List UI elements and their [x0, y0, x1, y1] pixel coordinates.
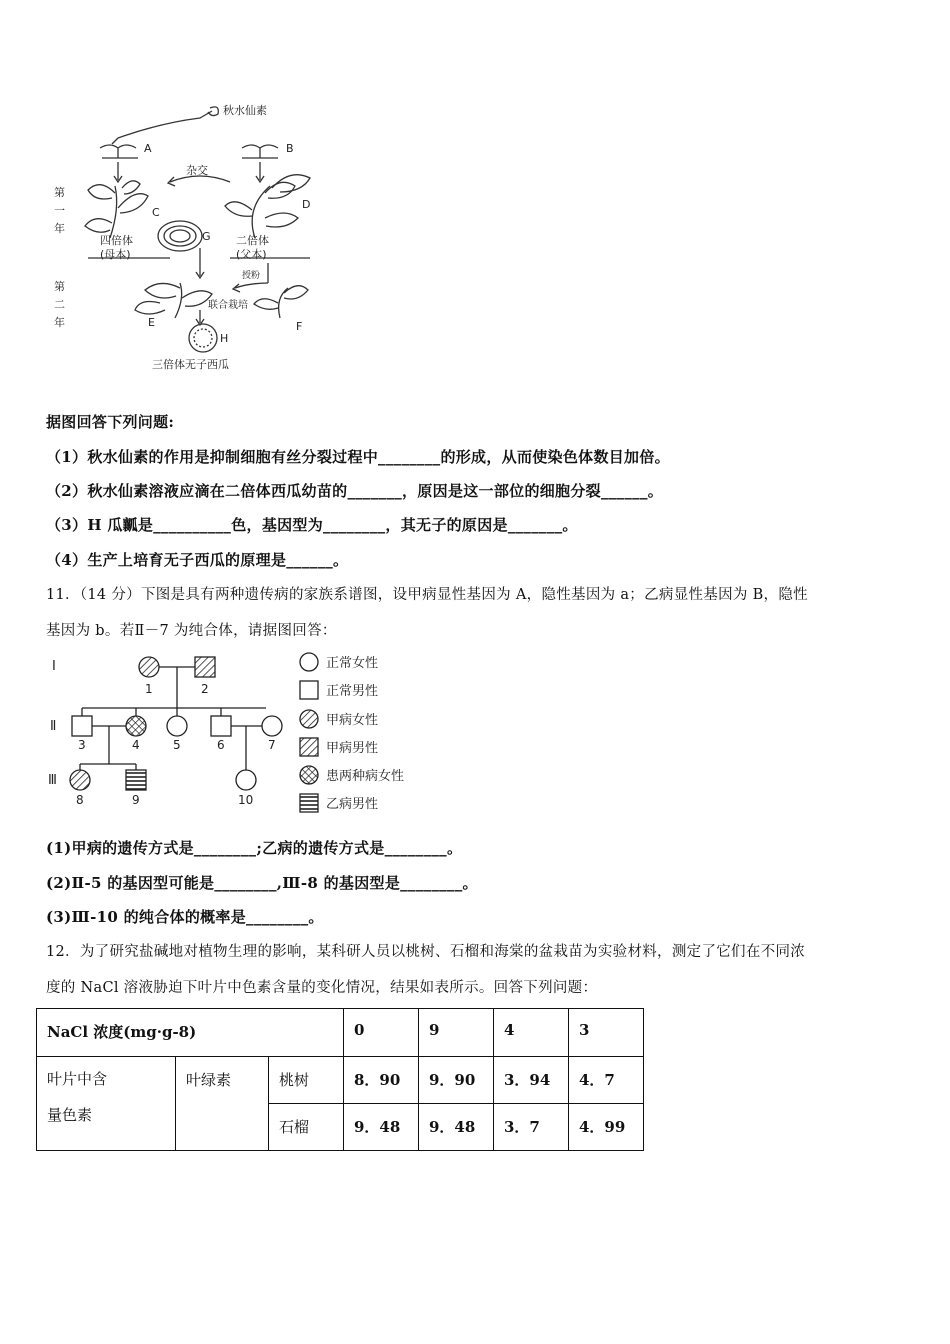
table-pigment-label: 叶绿素	[176, 1057, 269, 1151]
table-header-value-1: 0	[344, 1009, 419, 1057]
pedigree-id-1: 1	[145, 682, 153, 696]
legend-disease-a-male: 甲病男性	[326, 741, 379, 756]
q12-stem-line-2: 度的 NaCl 溶液胁迫下叶片中色素含量的变化情况，结果如表所示。回答下列问题：	[46, 980, 598, 996]
pedigree-III-10-normal-female	[236, 770, 256, 790]
table-row-1-value-1: 8．90	[344, 1057, 419, 1104]
table-row-2-value-4: 4．99	[569, 1104, 644, 1151]
gen-label-II: Ⅱ	[50, 719, 57, 734]
gen-label-III: Ⅲ	[48, 773, 57, 788]
pedigree-chart	[40, 648, 440, 818]
year2-char-3: 年	[54, 316, 65, 329]
legend-disease-a-male-symbol	[300, 738, 318, 756]
legend-disease-b-male: 乙病男性	[326, 797, 379, 812]
mother-label: (母本)	[100, 248, 131, 261]
table-row-2-plant: 石榴	[269, 1104, 344, 1151]
label-D: D	[302, 198, 311, 211]
table-row-1-plant: 桃树	[269, 1057, 344, 1104]
legend-normal-male-symbol	[300, 681, 318, 699]
legend-normal-male: 正常男性	[326, 684, 379, 699]
pedigree-id-2: 2	[201, 682, 209, 696]
table-header-label: NaCl 浓度(mg·g-8)	[37, 1009, 344, 1057]
gen-label-I: Ⅰ	[52, 659, 56, 674]
year2-char-1: 第	[54, 280, 65, 293]
father-label: (父本)	[236, 248, 267, 261]
table-row-2-value-1: 9．48	[344, 1104, 419, 1151]
pedigree-II-4-both-diseases-female	[126, 716, 146, 736]
pedigree-III-8-affected-female	[70, 770, 90, 790]
pedigree-II-5-normal-female	[167, 716, 187, 736]
pedigree-III-9-disease-b-male	[126, 770, 146, 790]
legend-normal-female: 正常女性	[326, 656, 379, 671]
table-row-1-value-3: 3．94	[494, 1057, 569, 1104]
table-row-2-value-3: 3．7	[494, 1104, 569, 1151]
label-E: E	[148, 316, 155, 329]
watermelon-breeding-diagram	[40, 98, 370, 378]
pedigree-id-7: 7	[268, 738, 276, 752]
legend-normal-female-symbol	[300, 653, 318, 671]
colchicine-label: 秋水仙素	[223, 104, 267, 117]
q11-question-1: (1)甲病的遗传方式是________;乙病的遗传方式是________。	[46, 839, 463, 857]
pedigree-id-4: 4	[132, 738, 140, 752]
pollination-label: 授粉	[242, 271, 261, 281]
q10-item-4: （4）生产上培育无子西瓜的原理是______。	[46, 551, 349, 569]
legend-disease-a-female: 甲病女性	[326, 713, 379, 728]
label-G: G	[202, 230, 211, 243]
q10-item-3: （3）H 瓜瓤是__________色，基因型为________，其无子的原因是_______。	[46, 516, 578, 534]
table-group-label	[37, 1057, 176, 1151]
pedigree-id-6: 6	[217, 738, 225, 752]
table-row-1-value-2: 9．90	[419, 1057, 494, 1104]
pedigree-id-9: 9	[132, 793, 140, 807]
legend-both-diseases-female: 患两种病女性	[326, 769, 405, 784]
tetraploid-label: 四倍体	[100, 234, 133, 247]
pedigree-I-2-affected-male	[195, 657, 215, 677]
table-header-value-2: 9	[419, 1009, 494, 1057]
q11-question-2: (2)Ⅱ-5 的基因型可能是________,Ⅲ-8 的基因型是________。	[46, 874, 478, 892]
cross-label: 杂交	[186, 164, 208, 177]
q10-intro: 据图回答下列问题:	[46, 413, 175, 431]
pedigree-II-3-normal-male	[72, 716, 92, 736]
pedigree-II-6-normal-male	[211, 716, 231, 736]
label-F: F	[296, 320, 303, 333]
q12-stem-line-1: 12．为了研究盐碱地对植物生理的影响，某科研人员以桃树、石榴和海棠的盆栽苗为实验材料，测定了它们在不同浓	[46, 944, 806, 960]
year1-char-1: 第	[54, 186, 65, 199]
q11-stem-line-1: 11．（14 分）下图是具有两种遗传病的家族系谱图，设甲病显性基因为 A，隐性基因为 a；乙病显性基因为 B，隐性	[46, 587, 808, 603]
year2-char-2: 二	[54, 298, 65, 311]
table-row-1-value-4: 4．7	[569, 1057, 644, 1104]
pedigree-id-10: 10	[238, 793, 254, 807]
legend-disease-a-female-symbol	[300, 710, 318, 728]
table-row-2-value-2: 9．48	[419, 1104, 494, 1151]
pedigree-II-7-normal-female	[262, 716, 282, 736]
pedigree-id-8: 8	[76, 793, 84, 807]
table-header-value-4: 3	[569, 1009, 644, 1057]
pedigree-I-1-affected-female	[139, 657, 159, 677]
table-group-label-line-2: 量色素	[47, 1106, 93, 1124]
year1-char-3: 年	[54, 222, 65, 235]
label-H: H	[220, 332, 229, 345]
table-header-value-3: 4	[494, 1009, 569, 1057]
label-A: A	[144, 142, 152, 155]
diploid-label: 二倍体	[236, 234, 269, 247]
pedigree-id-3: 3	[78, 738, 86, 752]
pigment-content-table	[36, 1008, 644, 1151]
seedless-label: 三倍体无子西瓜	[152, 358, 229, 371]
label-B: B	[286, 142, 294, 155]
year1-char-2: 一	[54, 204, 65, 217]
table-group-label-line-1: 叶片中含	[47, 1070, 108, 1088]
pedigree-id-5: 5	[173, 738, 181, 752]
legend-disease-b-male-symbol	[300, 794, 318, 812]
interplant-label: 联合栽培	[208, 300, 248, 311]
q10-item-1: （1）秋水仙素的作用是抑制细胞有丝分裂过程中________的形成，从而使染色体数目加倍。	[46, 448, 670, 466]
label-C: C	[152, 206, 160, 219]
legend-both-diseases-female-symbol	[300, 766, 318, 784]
q10-item-2: （2）秋水仙素溶液应滴在二倍体西瓜幼苗的_______，原因是这一部位的细胞分裂______。	[46, 482, 664, 500]
q11-question-3: (3)Ⅲ-10 的纯合体的概率是________。	[46, 908, 324, 926]
q11-stem-line-2: 基因为 b。若Ⅱ－7 为纯合体，请据图回答：	[46, 623, 337, 639]
